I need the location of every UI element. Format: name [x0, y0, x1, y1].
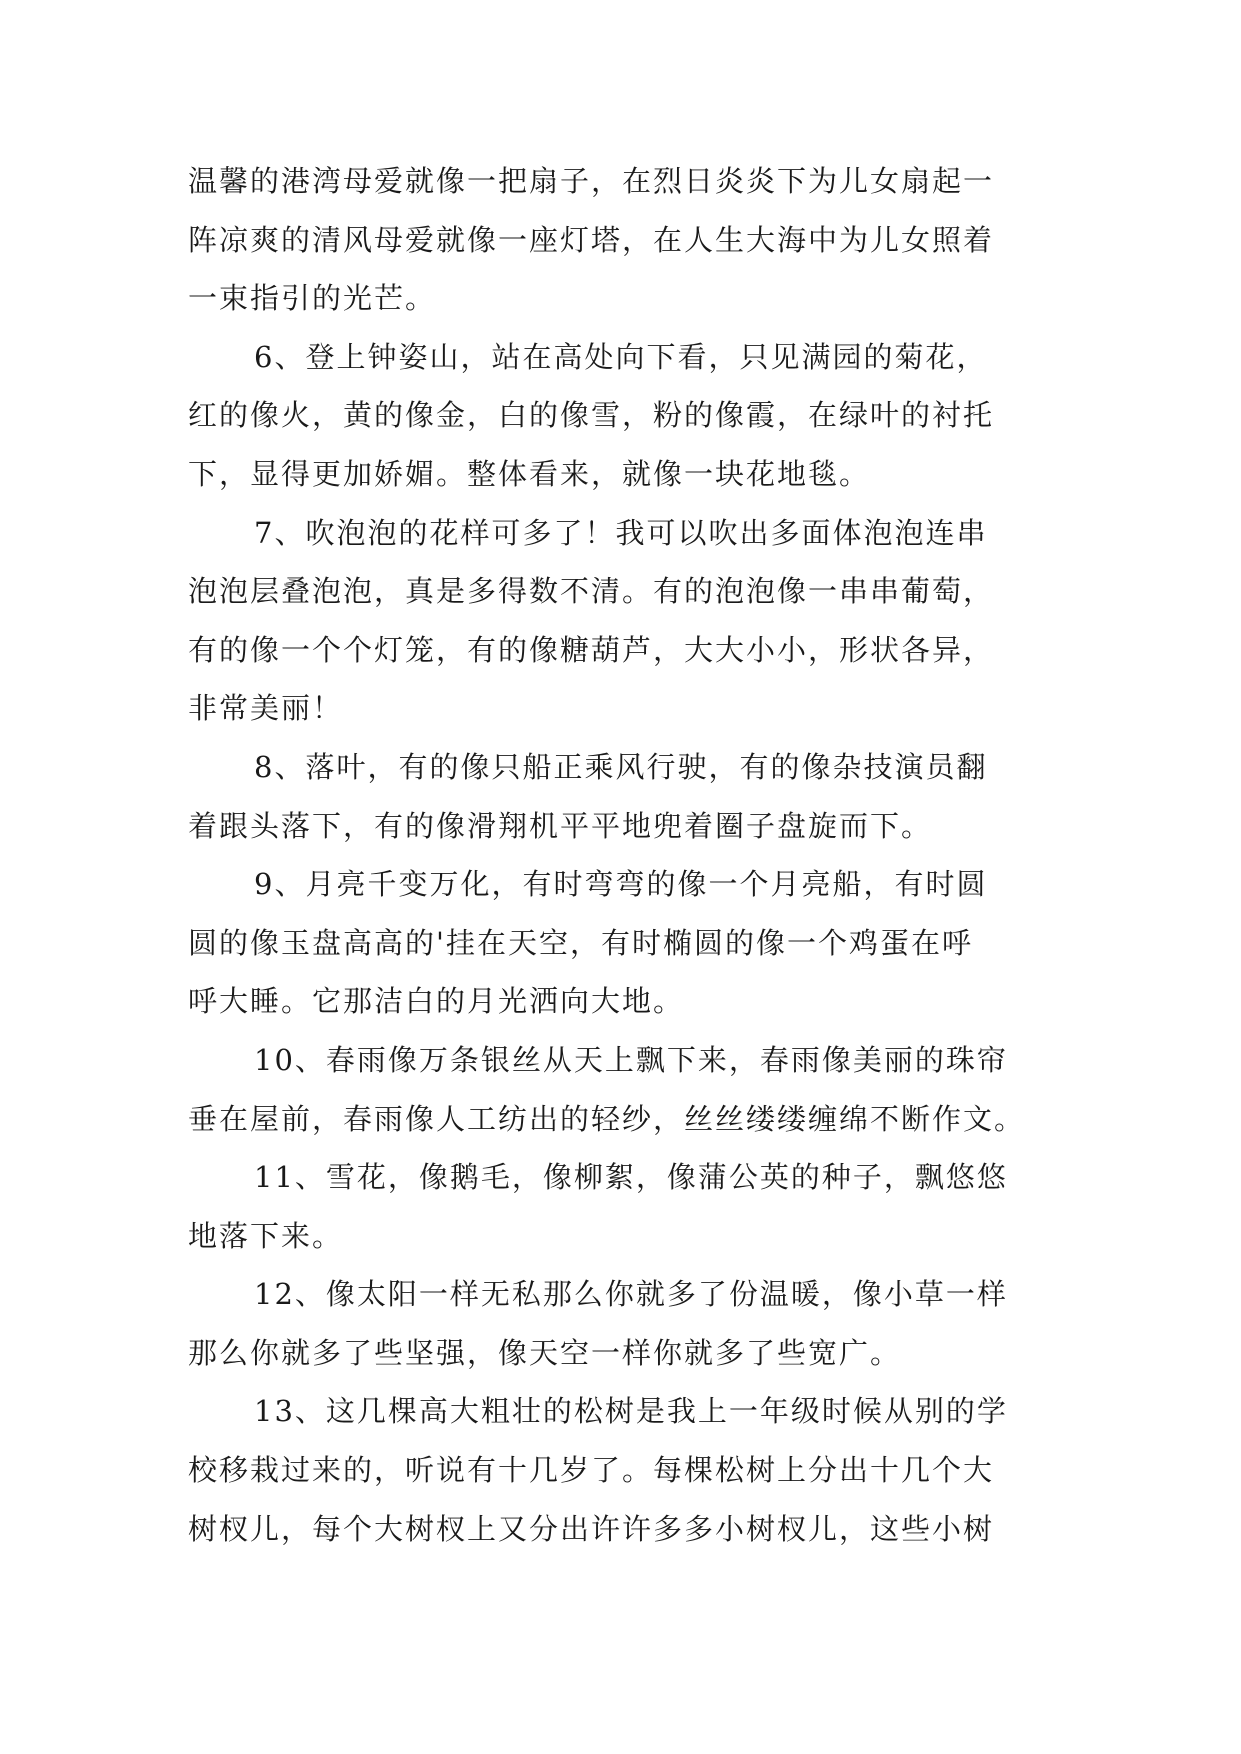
text-line: 一束指引的光芒。	[188, 281, 437, 316]
text-line: 红的像火，黄的像金，白的像雪，粉的像霞，在绿叶的衬托	[188, 398, 995, 433]
text-line: 下，显得更加娇媚。整体看来，就像一块花地毯。	[188, 456, 871, 491]
text-line: 非常美丽！	[188, 691, 344, 726]
text-line: 垂在屋前，春雨像人工纺出的轻纱，丝丝缕缕缠绵不断作文。	[188, 1101, 1026, 1136]
text-line: 阵凉爽的清风母爱就像一座灯塔，在人生大海中为儿女照着	[188, 222, 995, 257]
text-line: 树杈儿，每个大树杈上又分出许许多多小树杈儿，这些小树	[188, 1511, 995, 1546]
paragraph-start-line: 13、这几棵高大粗壮的松树是我上一年级时候从别的学	[254, 1394, 1008, 1429]
paragraph-start-line: 9、月亮千变万化，有时弯弯的像一个月亮船，有时圆	[254, 867, 988, 902]
paragraph-start-line: 7、吹泡泡的花样可多了！我可以吹出多面体泡泡连串	[254, 515, 988, 550]
paragraph-start-line: 11、雪花，像鹅毛，像柳絮，像蒲公英的种子，飘悠悠	[254, 1160, 1008, 1195]
text-line: 校移栽过来的，听说有十几岁了。每棵松树上分出十几个大	[188, 1453, 995, 1488]
paragraph-start-line: 10、春雨像万条银丝从天上飘下来，春雨像美丽的珠帘	[254, 1042, 1008, 1077]
text-line: 有的像一个个灯笼，有的像糖葫芦，大大小小，形状各异，	[188, 632, 995, 667]
text-line: 圆的像玉盘高高的'挂在天空，有时椭圆的像一个鸡蛋在呼	[188, 925, 973, 960]
text-line: 温馨的港湾母爱就像一把扇子，在烈日炎炎下为儿女扇起一	[188, 164, 995, 198]
text-line: 着跟头落下，有的像滑翔机平平地兜着圈子盘旋而下。	[188, 808, 933, 843]
paragraph-start-line: 6、登上钟姿山，站在高处向下看，只见满园的菊花，	[254, 339, 988, 374]
paragraph-start-line: 12、像太阳一样无私那么你就多了份温暖，像小草一样	[254, 1277, 1008, 1312]
text-line: 地落下来。	[188, 1218, 344, 1253]
text-line: 呼大睡。它那洁白的月光洒向大地。	[188, 984, 685, 1019]
body-text	[188, 152, 1068, 1558]
paragraph-start-line: 8、落叶，有的像只船正乘风行驶，有的像杂技演员翻	[254, 749, 988, 784]
text-line: 那么你就多了些坚强，像天空一样你就多了些宽广。	[188, 1335, 902, 1370]
text-line: 泡泡层叠泡泡，真是多得数不清。有的泡泡像一串串葡萄，	[188, 574, 995, 609]
